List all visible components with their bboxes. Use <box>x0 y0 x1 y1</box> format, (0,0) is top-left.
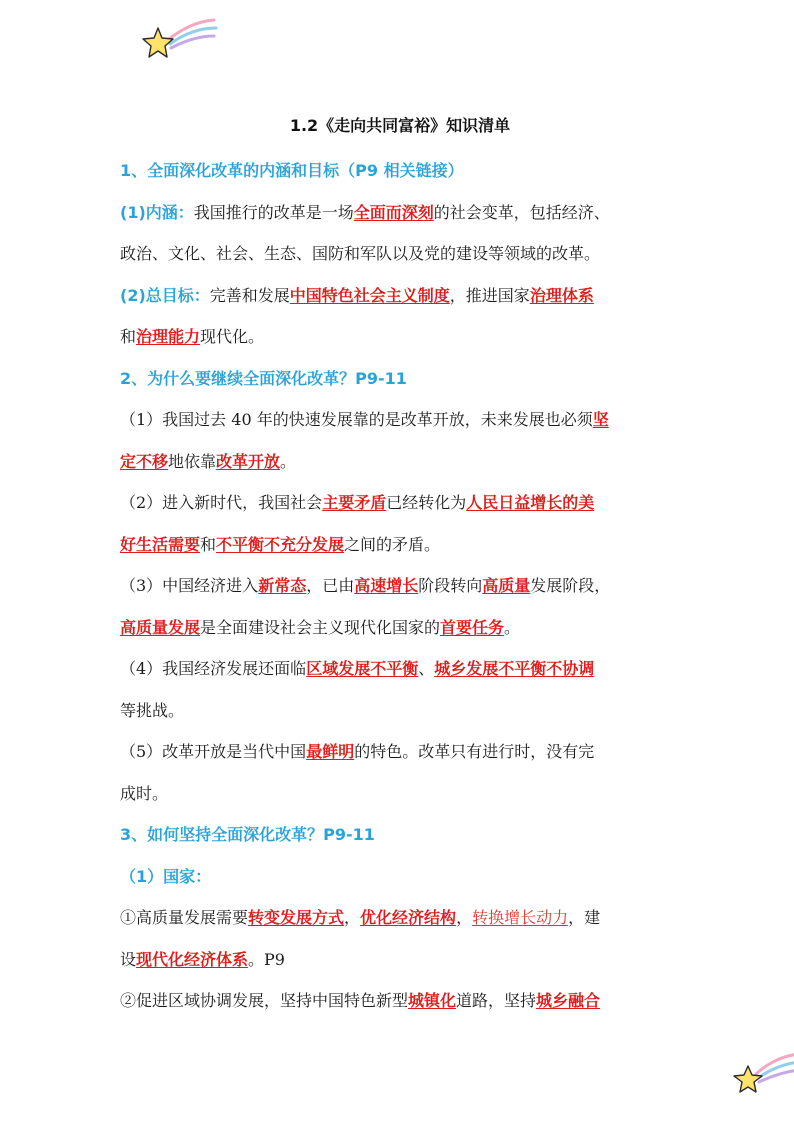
text: ，建 <box>568 908 601 927</box>
keyword: 高速增长 <box>354 576 419 595</box>
keyword: 不平衡不充分发展 <box>216 535 345 554</box>
keyword: 高质量发展 <box>120 618 201 637</box>
keyword: 高质量 <box>482 576 531 595</box>
keyword: 定不移 <box>120 452 169 471</box>
text: ， <box>456 908 473 927</box>
keyword: 主要矛盾 <box>322 493 387 512</box>
text: 我国推行的改革是一场 <box>193 203 354 222</box>
section-2-heading: 2、为什么要继续全面深化改革？P9-11 <box>120 369 407 388</box>
s3-item-b-line-1 <box>120 990 600 1012</box>
text: ，已由 <box>306 576 355 595</box>
keyword: 新常态 <box>258 576 307 595</box>
text: 阶段转向 <box>418 576 483 595</box>
s2-item-1-line-2 <box>120 451 296 473</box>
keyword: 治理能力 <box>136 327 201 346</box>
keyword: 中国特色社会主义制度 <box>289 286 450 305</box>
text: 完善和发展 <box>209 286 290 305</box>
s2-item-5-line-2: 成时。 <box>120 784 169 803</box>
text: ，推进国家 <box>449 286 530 305</box>
s2-item-4-line-1 <box>120 658 594 680</box>
s1-p1-line-2: 政治、文化、社会、生态、国防和军队以及党的建设等领域的改革。 <box>120 244 601 263</box>
keyword: 首要任务 <box>440 618 505 637</box>
keyword: 全面而深刻 <box>353 203 434 222</box>
text: 、 <box>418 659 435 678</box>
s1-p1-line-1 <box>120 202 610 224</box>
text: ①高质量发展需要 <box>120 908 249 927</box>
text: 设 <box>120 950 137 969</box>
keyword: 转换增长动力 <box>472 908 569 927</box>
text: 。P9 <box>248 950 285 969</box>
text: （3）中国经济进入 <box>120 576 259 595</box>
text: 。 <box>504 618 521 637</box>
text: 现代化。 <box>200 327 265 346</box>
section-3-heading: 3、如何坚持全面深化改革？P9-11 <box>120 825 375 844</box>
keyword: 改革开放 <box>216 452 281 471</box>
s2-item-5-line-1 <box>120 741 594 763</box>
keyword: 转变发展方式 <box>248 908 345 927</box>
text: 已经转化为 <box>386 493 467 512</box>
text: （4）我国经济发展还面临 <box>120 659 307 678</box>
keyword: 人民日益增长的美 <box>466 493 595 512</box>
shooting-star-icon <box>138 14 218 64</box>
text: ， <box>344 908 361 927</box>
page-title: 1.2《走向共同富裕》知识清单 <box>289 116 511 135</box>
s2-item-2-line-2 <box>120 534 440 556</box>
s2-item-3-line-2 <box>120 617 520 639</box>
s2-item-1-line-1 <box>120 409 609 431</box>
keyword: 坚 <box>592 410 609 429</box>
text: （2）进入新时代，我国社会 <box>120 493 323 512</box>
s3-item-a-line-1 <box>120 907 600 929</box>
s3-sub-1: （1）国家： <box>120 867 212 886</box>
text: 和 <box>200 535 217 554</box>
text: 的特色。改革只有进行时，没有完 <box>354 742 595 761</box>
keyword: 治理体系 <box>529 286 594 305</box>
text: 道路，坚持 <box>456 991 537 1010</box>
keyword: 城镇化 <box>408 991 457 1010</box>
s2-item-4-line-2: 等挑战。 <box>120 701 185 720</box>
text: 和 <box>120 327 137 346</box>
keyword: 现代化经济体系 <box>136 950 249 969</box>
s2-item-2-line-1 <box>120 492 594 514</box>
text: 。 <box>280 452 297 471</box>
s2-item-3-line-1 <box>120 575 610 597</box>
s3-item-a-line-2 <box>120 949 285 971</box>
section-1-heading: 1、全面深化改革的内涵和目标（P9 相关链接） <box>120 161 464 180</box>
text: 地依靠 <box>168 452 217 471</box>
s1-p2-label: (2)总目标： <box>120 286 210 305</box>
keyword: 好生活需要 <box>120 535 201 554</box>
text: （5）改革开放是当代中国 <box>120 742 307 761</box>
keyword: 城乡发展不平衡不协调 <box>434 659 595 678</box>
shooting-star-icon <box>730 1052 794 1100</box>
text: ②促进区域协调发展，坚持中国特色新型 <box>120 991 409 1010</box>
keyword: 城乡融合 <box>536 991 601 1010</box>
text: （1）我国过去 40 年的快速发展靠的是改革开放，未来发展也必须 <box>120 410 593 429</box>
s1-p2-line-2 <box>120 326 264 348</box>
keyword: 区域发展不平衡 <box>306 659 419 678</box>
s1-p2-line-1 <box>120 285 594 307</box>
text: 的社会变革，包括经济、 <box>433 203 610 222</box>
text: 发展阶段， <box>530 576 611 595</box>
s1-p1-label: (1)内涵： <box>120 203 194 222</box>
text: 之间的矛盾。 <box>344 535 441 554</box>
text: 是全面建设社会主义现代化国家的 <box>200 618 441 637</box>
keyword: 优化经济结构 <box>360 908 457 927</box>
keyword: 最鲜明 <box>306 742 355 761</box>
